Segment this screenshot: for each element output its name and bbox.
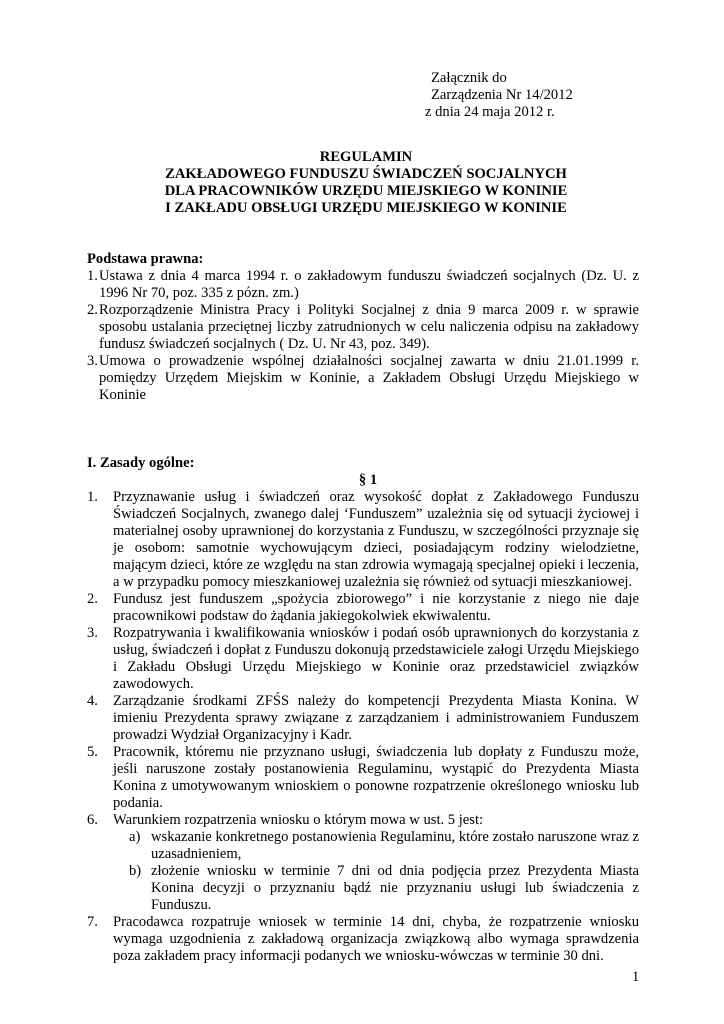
item-text: Rozporządzenie Ministra Pracy i Polityki Socjalnej z dnia 9 marca 2009 r. w sprawie sposobu ustalania przeciętnej liczby zatrudnionych w celu naliczenia odpisu na zakładowy fundusz świadczeń socjalnych ( Dz. U. Nr 43, poz. 349). [99,302,639,352]
item-text: Pracownik, któremu nie przyznano usługi, świadczenia lub dopłaty z Funduszu może, jeśli naruszone zostały postanowienia Regulaminu, wystąpić do Prezydenta Miasta Konina z umotywowanym wnioskiem o ponowne rozpatrzenie określonego wniosku lub podania. [113,744,639,811]
title-line-2: ZAKŁADOWEGO FUNDUSZU ŚWIADCZEŃ SOCJALNYCH [165,166,567,182]
rule-item [87,693,639,744]
item-text: Przyznawanie usług i świadczeń oraz wysokość dopłat z Zakładowego Funduszu Świadczeń Socjalnych, zwanego dalej ‘Funduszem” uzależnia się od sytuacji życiowej i materialnej osoby uprawnionej do korzystania z Funduszu, w szczególności przyznaje się je osobom: samotnie wychowującym dzieci, posiadającym rodziny wielodzietne, mającym dzieci, które ze względu na stan zdrowia wymagają specjalnej opieki i leczenia, a w przypadku pomocy mieszkaniowej uzależnia się również od sytuacji mieszkaniowej. [113,489,639,590]
item-number: 4. [87,693,98,709]
legal-basis-heading: Podstawa prawna: [87,251,204,267]
item-text: Rozpatrywania i kwalifikowania wniosków i podań osób uprawnionych do korzystania z usług, świadczeń i dopłat z Funduszu dokonują przedstawiciele załogi Urzędu Miejskiego i Zakładu Obsługi Urzędu Miejskiego w Koninie oraz przedstawiciel związków zawodowych. [113,625,639,692]
legal-basis-item [87,353,639,404]
rule-subitem [87,863,639,914]
rule-subitem [87,829,639,863]
annex-header [425,70,645,121]
title-line-1: REGULAMIN [319,149,413,165]
annex-line-2: Zarządzenia Nr 14/2012 [431,87,573,103]
annex-line-1: Załącznik do [431,70,507,86]
subitem-text: złożenie wniosku w terminie 7 dni od dnia podjęcia przez Prezydenta Miasta Konina decyzji o przyznaniu bądź nie przyznaniu usługi lub świadczenia z Funduszu. [151,863,639,913]
section-heading: I. Zasady ogólne: [87,455,195,471]
document-title [85,149,647,217]
title-line-4: I ZAKŁADU OBSŁUGI URZĘDU MIEJSKIEGO W KONINIE [165,200,567,216]
item-number: 6. [87,812,98,828]
general-rules-section [87,455,639,965]
annex-line-3: z dnia 24 maja 2012 r. [425,104,555,120]
legal-basis-item [87,302,639,353]
rule-item [87,812,639,829]
item-number: 1. [87,489,98,505]
item-number: 1. [87,268,98,284]
legal-basis-section [87,251,639,404]
subitem-letter: a) [129,829,141,845]
rule-item [87,914,639,965]
item-text: Ustawa z dnia 4 marca 1994 r. o zakładowym funduszu świadczeń socjalnych (Dz. U. z 1996 Nr 70, poz. 335 z pózn. zm.) [99,268,639,301]
paragraph-sign: § 1 [358,472,378,488]
rule-item [87,744,639,812]
item-number: 3. [87,625,98,641]
item-text: Umowa o prowadzenie wspólnej działalności socjalnej zawarta w dniu 21.01.1999 r. pomiędzy Urzędem Miejskim w Koninie, a Zakładem Obsługi Urzędu Miejskiego w Koninie [99,353,639,403]
subitem-text: wskazanie konkretnego postanowienia Regulaminu, które zostało naruszone wraz z uzasadnieniem, [151,829,639,862]
item-number: 2. [87,591,98,607]
item-text: Pracodawca rozpatruje wniosek w terminie 14 dni, chyba, że rozpatrzenie wniosku wymaga uzgodnienia z zakładową organizacja związkową albo wymaga sprawdzenia poza zakładem pracy informacji podanych we wniosku-wówczas w terminie 30 dni. [113,914,639,964]
subitem-letter: b) [129,863,142,879]
item-number: 2. [87,302,98,318]
item-text: Warunkiem rozpatrzenia wniosku o którym mowa w ust. 5 jest: [113,812,484,828]
item-text: Zarządzanie środkami ZFŚS należy do kompetencji Prezydenta Miasta Konina. W imieniu Prezydenta sprawy związane z zarządzaniem i administrowaniem Funduszem prowadzi Wydział Organizacyjny i Kadr. [113,693,639,743]
rule-item [87,489,639,591]
rule-item [87,591,639,625]
item-number: 5. [87,744,98,760]
page-number: 1 [632,969,640,985]
rule-item [87,625,639,693]
legal-basis-item [87,268,639,302]
item-number: 3. [87,353,98,369]
title-line-3: DLA PRACOWNIKÓW URZĘDU MIEJSKIEGO W KONINIE [164,183,568,199]
item-number: 7. [87,914,98,930]
item-text: Fundusz jest funduszem „spożycia zbiorowego” i nie korzystanie z niego nie daje pracownikowi podstaw do żądania jakiegokolwiek ekwiwalentu. [113,591,639,624]
